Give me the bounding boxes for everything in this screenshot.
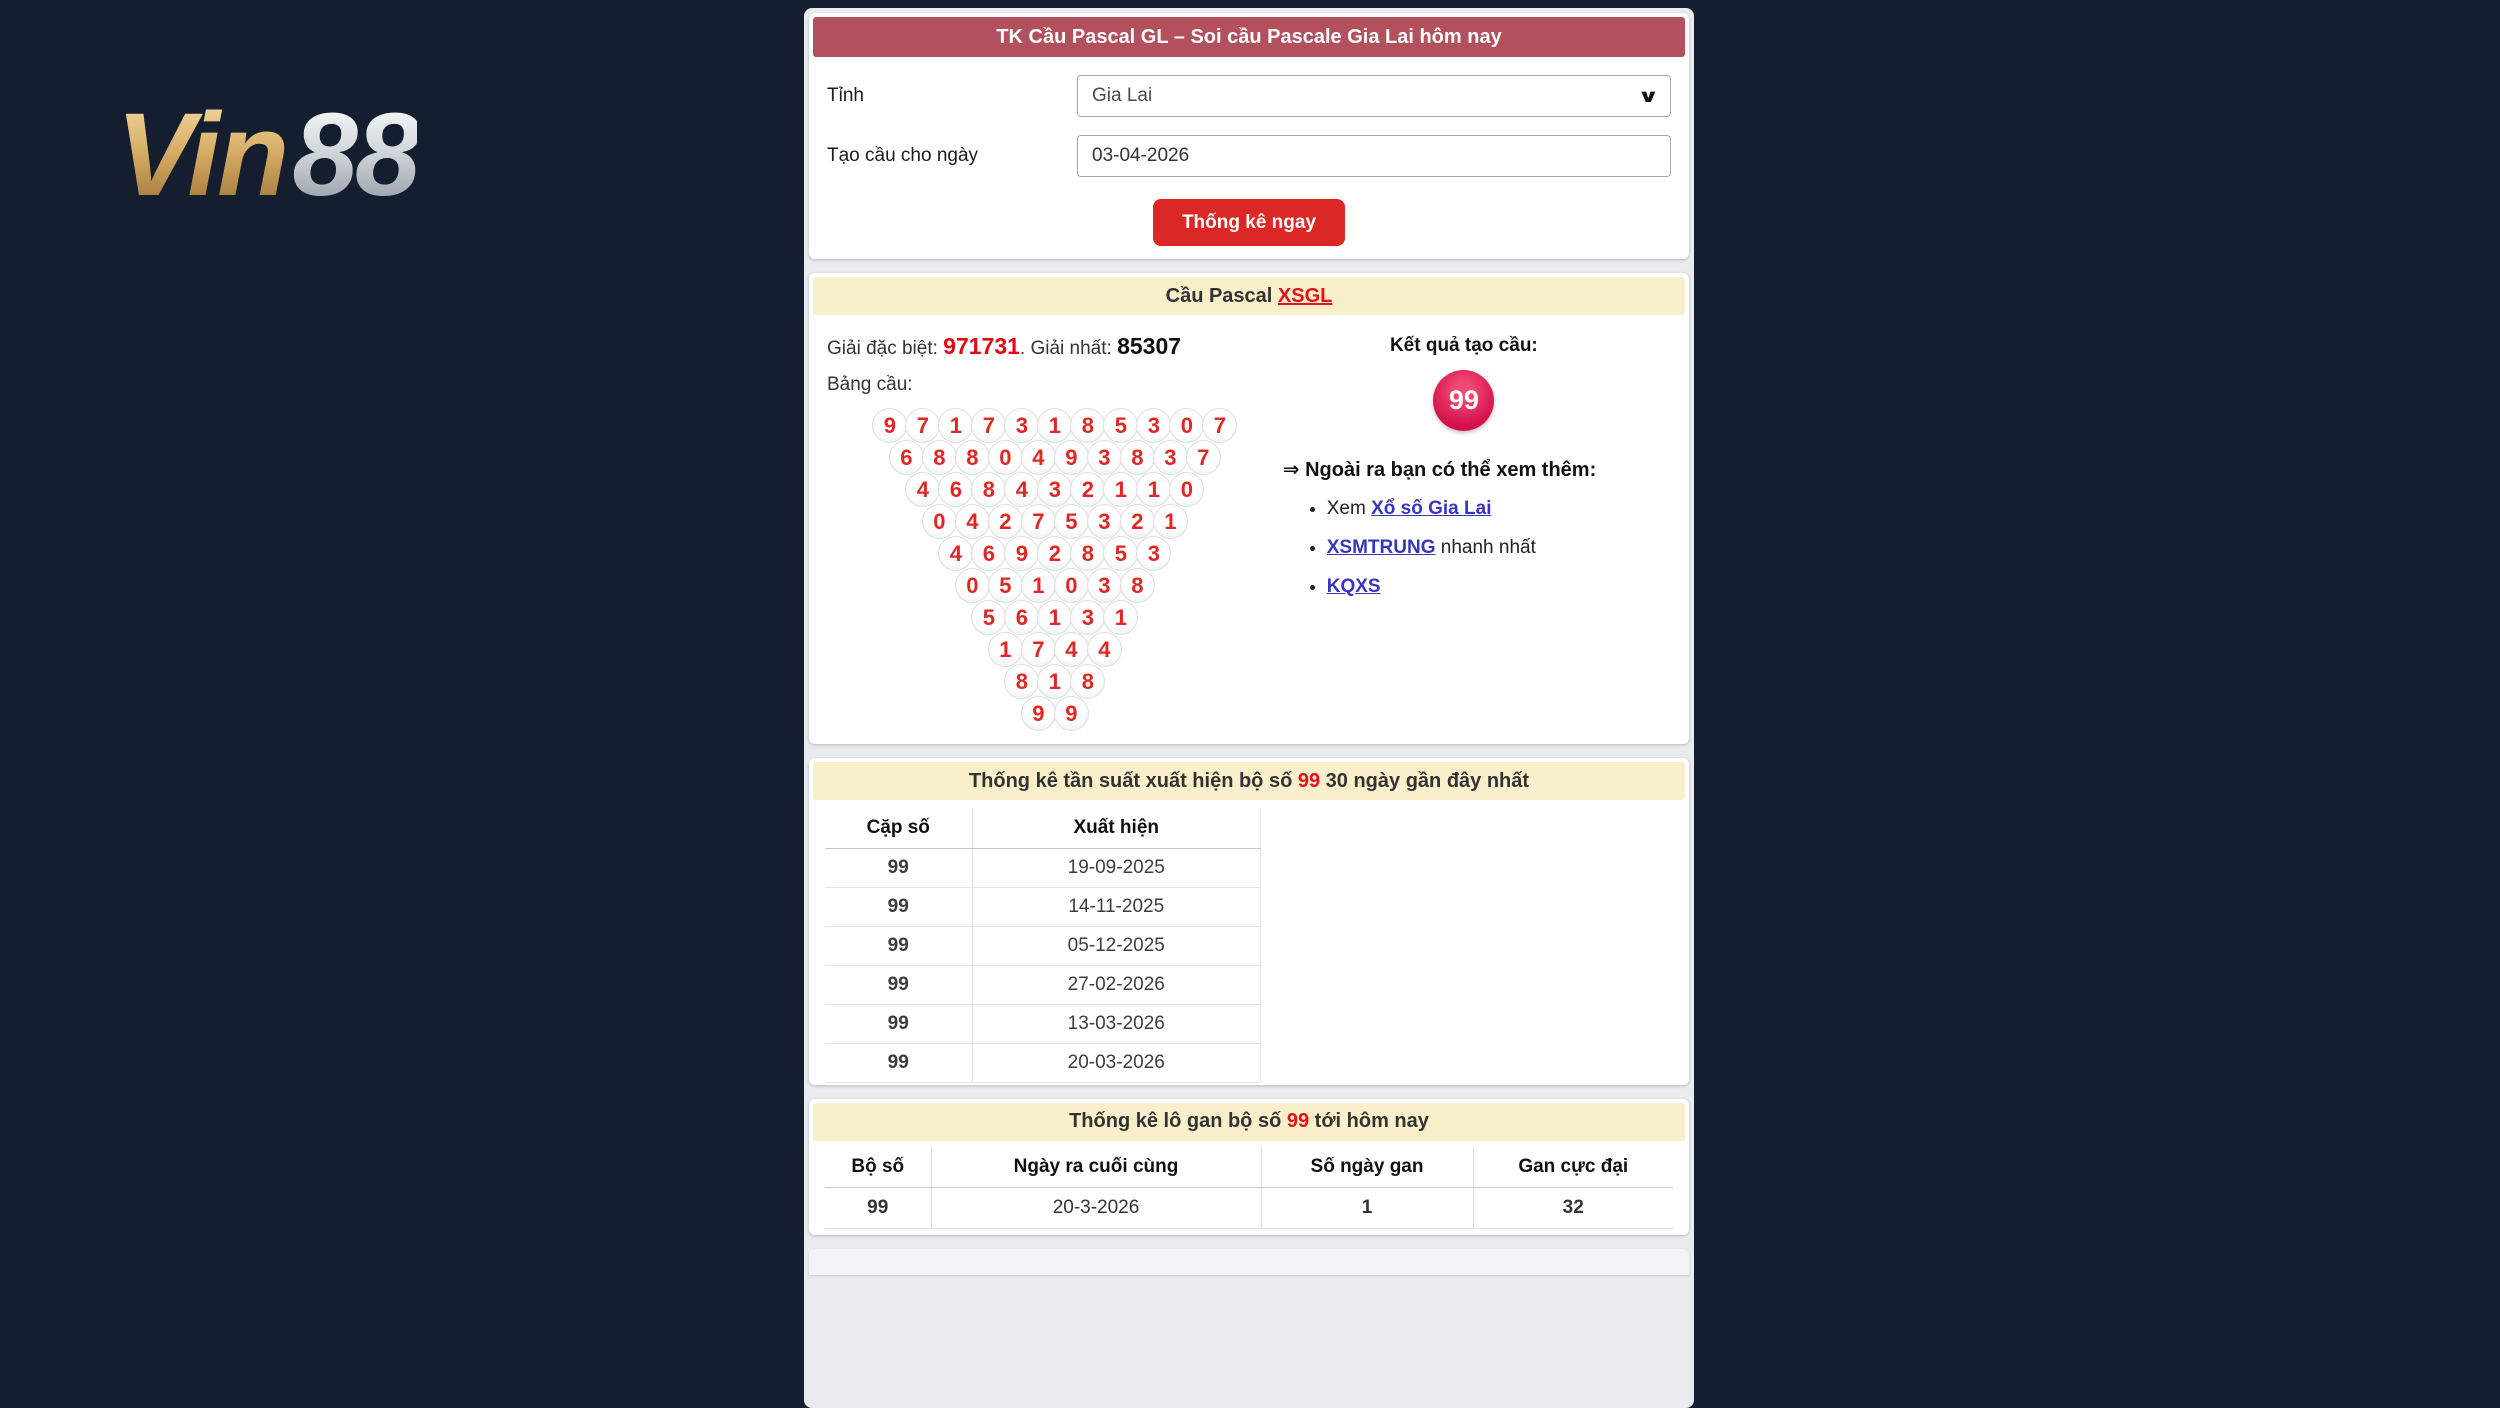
- date-label: Tạo cầu cho ngày: [827, 145, 979, 166]
- result-label: Kết quả tạo cầu:: [1389, 335, 1538, 356]
- appearance-date-cell: 13-03-2026: [972, 1004, 1261, 1043]
- triangle-ball: 7: [1186, 440, 1221, 475]
- province-label: Tỉnh: [827, 85, 864, 106]
- triangle-ball: 0: [955, 568, 990, 603]
- triangle-ball: 8: [955, 440, 990, 475]
- frequency-title-text: Thống kê tần suất xuất hiện bộ số: [968, 769, 1298, 792]
- triangle-ball: 1: [1153, 504, 1188, 539]
- triangle-row: [827, 600, 1283, 632]
- triangle-ball: 1: [938, 408, 973, 443]
- more-link-item: [1327, 537, 1645, 559]
- triangle-ball: 0: [1169, 472, 1204, 507]
- triangle-row: [827, 536, 1283, 568]
- page-title: TK Cầu Pascal GL – Soi cầu Pascale Gia Lai hôm nay: [813, 17, 1685, 57]
- triangle-ball: 9: [1004, 536, 1039, 571]
- triangle-ball: 1: [1103, 600, 1138, 635]
- frequency-table-body: [825, 848, 1261, 1082]
- triangle-row: [827, 632, 1283, 664]
- triangle-ball: 7: [1021, 632, 1056, 667]
- triangle-ball: 9: [1054, 440, 1089, 475]
- content-column: [804, 8, 1694, 1408]
- pascal-triangle: [827, 408, 1283, 728]
- frequency-card: [809, 758, 1689, 1085]
- triangle-ball: 8: [1004, 664, 1039, 699]
- xsgl-link[interactable]: XSGL: [1277, 284, 1333, 307]
- pascal-left-panel: [827, 333, 1283, 728]
- triangle-ball: 1: [1136, 472, 1171, 507]
- gan-max-cell: 32: [1473, 1188, 1673, 1229]
- more-label: ⇒ Ngoài ra bạn có thể xem thêm:: [1282, 459, 1597, 481]
- table-row: [825, 887, 1261, 926]
- gan-last-date-cell: 20-3-2026: [931, 1188, 1261, 1229]
- triangle-ball: 9: [1054, 696, 1089, 731]
- triangle-row: [827, 568, 1283, 600]
- triangle-ball: 8: [971, 472, 1006, 507]
- triangle-ball: 3: [1070, 600, 1105, 635]
- table-row: [825, 848, 1261, 887]
- more-link[interactable]: XSMTRUNG: [1326, 537, 1436, 558]
- triangle-ball: 3: [1136, 408, 1171, 443]
- triangle-ball: 2: [1070, 472, 1105, 507]
- triangle-ball: 1: [1037, 664, 1072, 699]
- triangle-ball: 6: [889, 440, 924, 475]
- appearance-date-cell: 19-09-2025: [972, 848, 1261, 887]
- triangle-ball: 1: [1021, 568, 1056, 603]
- pascal-card: [809, 273, 1689, 744]
- pascal-right-panel: [1283, 333, 1671, 728]
- table-row: [825, 1004, 1261, 1043]
- triangle-ball: 8: [922, 440, 957, 475]
- triangle-ball: 8: [1070, 408, 1105, 443]
- gan-title-suffix: tới hôm nay: [1309, 1110, 1429, 1132]
- triangle-ball: 8: [1120, 568, 1155, 603]
- triangle-ball: 1: [988, 632, 1023, 667]
- triangle-ball: 2: [1037, 536, 1072, 571]
- triangle-ball: 0: [1169, 408, 1204, 443]
- gan-card: [809, 1099, 1689, 1236]
- gan-table-row: [825, 1188, 1673, 1229]
- triangle-row: [827, 408, 1283, 440]
- special-prize-value: 971731: [943, 333, 1020, 359]
- triangle-ball: 5: [1103, 536, 1138, 571]
- triangle-ball: 7: [1202, 408, 1237, 443]
- prize-line: [827, 333, 1283, 360]
- gan-card-title: [813, 1103, 1685, 1141]
- triangle-ball: 5: [988, 568, 1023, 603]
- triangle-ball: 4: [938, 536, 973, 571]
- first-prize-label: . Giải nhất:: [1019, 338, 1118, 359]
- appearance-date-cell: 20-03-2026: [972, 1043, 1261, 1082]
- logo-text-88: 88: [292, 89, 418, 221]
- triangle-ball: 7: [905, 408, 940, 443]
- triangle-ball: 2: [1120, 504, 1155, 539]
- more-link-suffix: nhanh nhất: [1435, 537, 1536, 558]
- frequency-title-suffix: 30 ngày gần đây nhất: [1320, 769, 1530, 792]
- triangle-ball: 4: [955, 504, 990, 539]
- pair-number-cell: 99: [825, 1004, 972, 1043]
- pair-number-cell: 99: [825, 848, 972, 887]
- first-prize-value: 85307: [1117, 333, 1182, 359]
- more-link-item: [1327, 576, 1645, 598]
- province-row: [827, 75, 1671, 117]
- logo-text-vin: Vin: [116, 89, 292, 221]
- triangle-ball: 3: [1087, 504, 1122, 539]
- pascal-title-text: Cầu Pascal: [1165, 284, 1278, 307]
- gan-title-number: 99: [1286, 1110, 1310, 1132]
- form-card: [809, 13, 1689, 259]
- triangle-ball: 0: [1054, 568, 1089, 603]
- triangle-row: [827, 472, 1283, 504]
- gan-title-text: Thống kê lô gan bộ số: [1069, 1110, 1287, 1132]
- pascal-card-title: [813, 277, 1685, 315]
- more-link[interactable]: KQXS: [1326, 576, 1381, 597]
- triangle-ball: 7: [971, 408, 1006, 443]
- table-row: [825, 965, 1261, 1004]
- frequency-table: [825, 808, 1261, 1083]
- triangle-ball: 4: [1004, 472, 1039, 507]
- province-select-value: Gia Lai: [1092, 85, 1153, 106]
- triangle-row: [827, 504, 1283, 536]
- triangle-ball: 4: [905, 472, 940, 507]
- next-card-peek: [809, 1249, 1689, 1275]
- chevron-down-icon: ∨: [1637, 85, 1660, 106]
- special-prize-label: Giải đặc biệt:: [827, 338, 944, 359]
- triangle-ball: 1: [1103, 472, 1138, 507]
- pair-number-cell: 99: [825, 926, 972, 965]
- triangle-ball: 6: [938, 472, 973, 507]
- column-header-last-date: Ngày ra cuối cùng: [931, 1147, 1261, 1188]
- gan-table-header-row: [825, 1147, 1673, 1188]
- triangle-ball: 3: [1004, 408, 1039, 443]
- triangle-ball: 6: [971, 536, 1006, 571]
- triangle-ball: 4: [1054, 632, 1089, 667]
- more-link-prefix: Xem: [1326, 498, 1372, 519]
- triangle-ball: 9: [872, 408, 907, 443]
- appearance-date-cell: 27-02-2026: [972, 965, 1261, 1004]
- column-header-appearance: Xuất hiện: [972, 808, 1261, 848]
- triangle-ball: 4: [1087, 632, 1122, 667]
- triangle-ball: 4: [1021, 440, 1056, 475]
- triangle-ball: 5: [1054, 504, 1089, 539]
- triangle-row: [827, 696, 1283, 728]
- triangle-ball: 2: [988, 504, 1023, 539]
- triangle-ball: 3: [1087, 568, 1122, 603]
- triangle-ball: 5: [971, 600, 1006, 635]
- date-row: [827, 135, 1671, 177]
- more-link-item: [1327, 498, 1645, 520]
- triangle-ball: 0: [988, 440, 1023, 475]
- appearance-date-cell: 14-11-2025: [972, 887, 1261, 926]
- column-header-number: Bộ số: [825, 1147, 931, 1188]
- frequency-title-number: 99: [1297, 769, 1321, 792]
- triangle-ball: 1: [1037, 408, 1072, 443]
- triangle-ball: 8: [1070, 664, 1105, 699]
- more-links-list: [1283, 498, 1645, 598]
- province-select[interactable]: [1077, 75, 1671, 117]
- triangle-ball: 5: [1103, 408, 1138, 443]
- gan-days-cell: 1: [1261, 1188, 1473, 1229]
- triangle-ball: 3: [1153, 440, 1188, 475]
- statistics-button[interactable]: Thống kê ngay: [1153, 199, 1345, 246]
- table-row: [825, 926, 1261, 965]
- triangle-ball: 8: [1120, 440, 1155, 475]
- more-link[interactable]: Xổ số Gia Lai: [1371, 498, 1492, 519]
- triangle-ball: 3: [1037, 472, 1072, 507]
- vin88-logo: [116, 89, 418, 221]
- pascal-body: [809, 319, 1689, 744]
- column-header-max-gan: Gan cực đại: [1473, 1147, 1673, 1188]
- triangle-ball: 7: [1021, 504, 1056, 539]
- triangle-row: [827, 440, 1283, 472]
- gan-table: [825, 1147, 1673, 1230]
- triangle-row: [827, 664, 1283, 696]
- pair-number-cell: 99: [825, 887, 972, 926]
- frequency-card-title: [813, 762, 1685, 800]
- triangle-ball: 3: [1136, 536, 1171, 571]
- result-ball: 99: [1433, 370, 1494, 431]
- appearance-date-cell: 05-12-2025: [972, 926, 1261, 965]
- frequency-table-header-row: [825, 808, 1261, 848]
- column-header-gan-days: Số ngày gan: [1261, 1147, 1473, 1188]
- gan-number-cell: 99: [825, 1188, 931, 1229]
- pair-number-cell: 99: [825, 965, 972, 1004]
- table-row: [825, 1043, 1261, 1082]
- date-input[interactable]: [1077, 135, 1671, 177]
- triangle-ball: 9: [1021, 696, 1056, 731]
- triangle-ball: 3: [1087, 440, 1122, 475]
- triangle-ball: 1: [1037, 600, 1072, 635]
- triangle-ball: 0: [922, 504, 957, 539]
- triangle-ball: 6: [1004, 600, 1039, 635]
- pair-number-cell: 99: [825, 1043, 972, 1082]
- triangle-ball: 8: [1070, 536, 1105, 571]
- column-header-pair: Cặp số: [825, 808, 972, 848]
- board-label: Bảng cầu:: [827, 374, 913, 395]
